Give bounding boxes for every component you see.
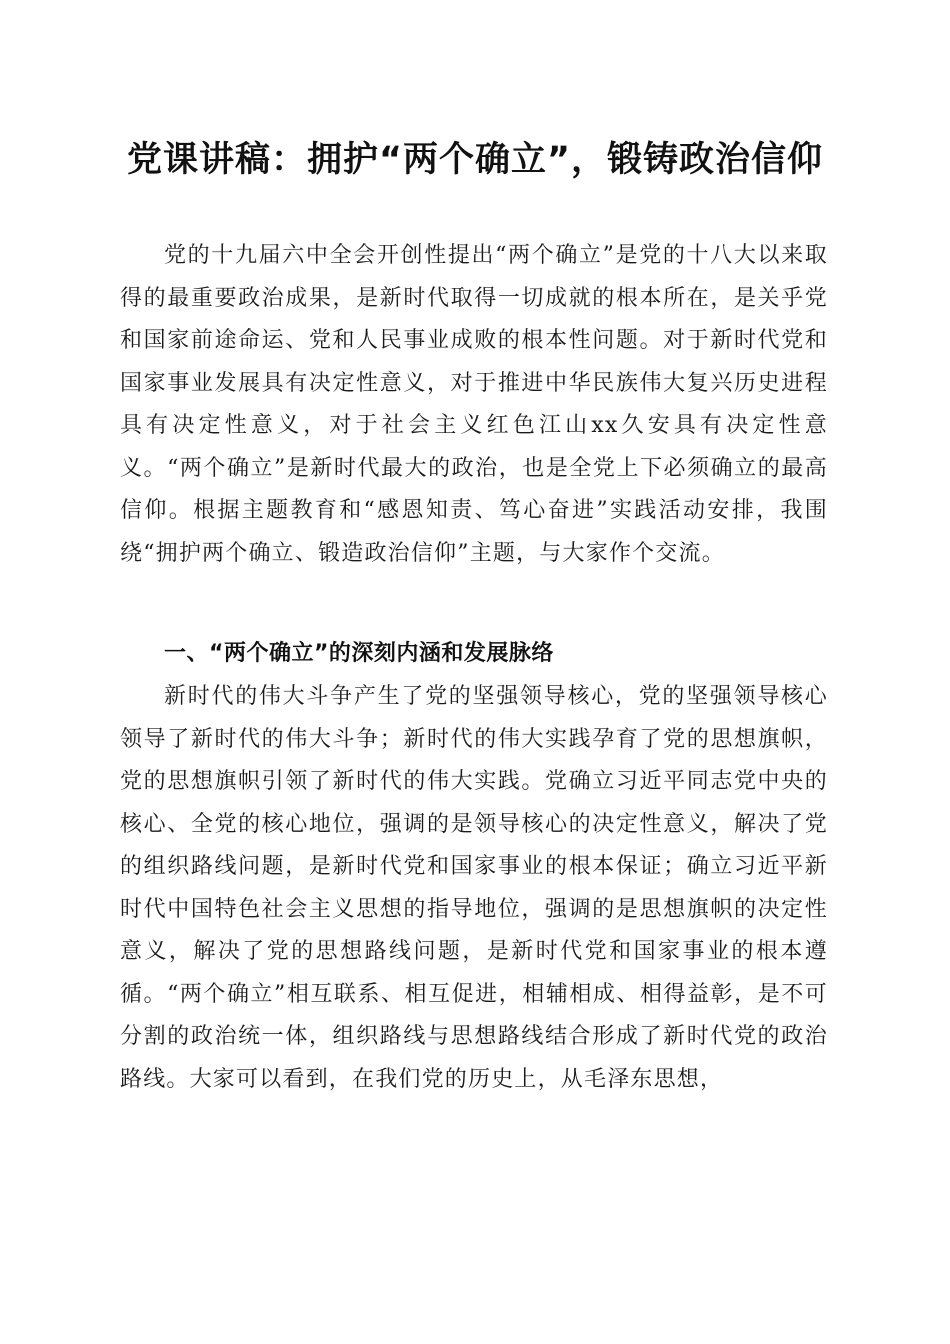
document-title: 党课讲稿：拥护“两个确立”，锻铸政治信仰 [126,140,823,180]
intro-paragraph: 党的十九届六中全会开创性提出“两个确立”是党的十八大以来取得的最重要政治成果，是新时代取得一切成就的根本所在，是关乎党和国家前途命运、党和人民事业成败的根本性问题。对于新时代党和国家事业发展具有决定性意义，对于推进中华民族伟大复兴历史进程具有决定性意义，对于社会主义红色江山xx久安具有决定性意义。“两个确立”是新时代最大的政治，也是全党上下必须确立的最高信仰。根据主题教育和“感恩知责、笃心奋进”实践活动安排，我围绕“拥护两个确立、锻造政治信仰”主题，与大家作个交流。 [120,243,828,566]
section-paragraph: 新时代的伟大斗争产生了党的坚强领导核心，党的坚强领导核心领导了新时代的伟大斗争；新时代的伟大实践孕育了党的思想旗帜，党的思想旗帜引领了新时代的伟大实践。党确立习近平同志党中央的核心、全党的核心地位，强调的是领导核心的决定性意义，解决了党的组织路线问题，是新时代党和国家事业的根本保证；确立习近平新时代中国特色社会主义思想的指导地位，强调的是思想旗帜的决定性意义，解决了党的思想路线问题，是新时代党和国家事业的根本遵循。“两个确立”相互联系、相互促进，相辅相成、相得益彰，是不可分割的政治统一体，组织路线与思想路线结合形成了新时代党的政治路线。大家可以看到，在我们党的历史上，从毛泽东思想， [120,684,828,1092]
section-heading: 一、“两个确立”的深刻内涵和发展脉络 [164,641,554,666]
